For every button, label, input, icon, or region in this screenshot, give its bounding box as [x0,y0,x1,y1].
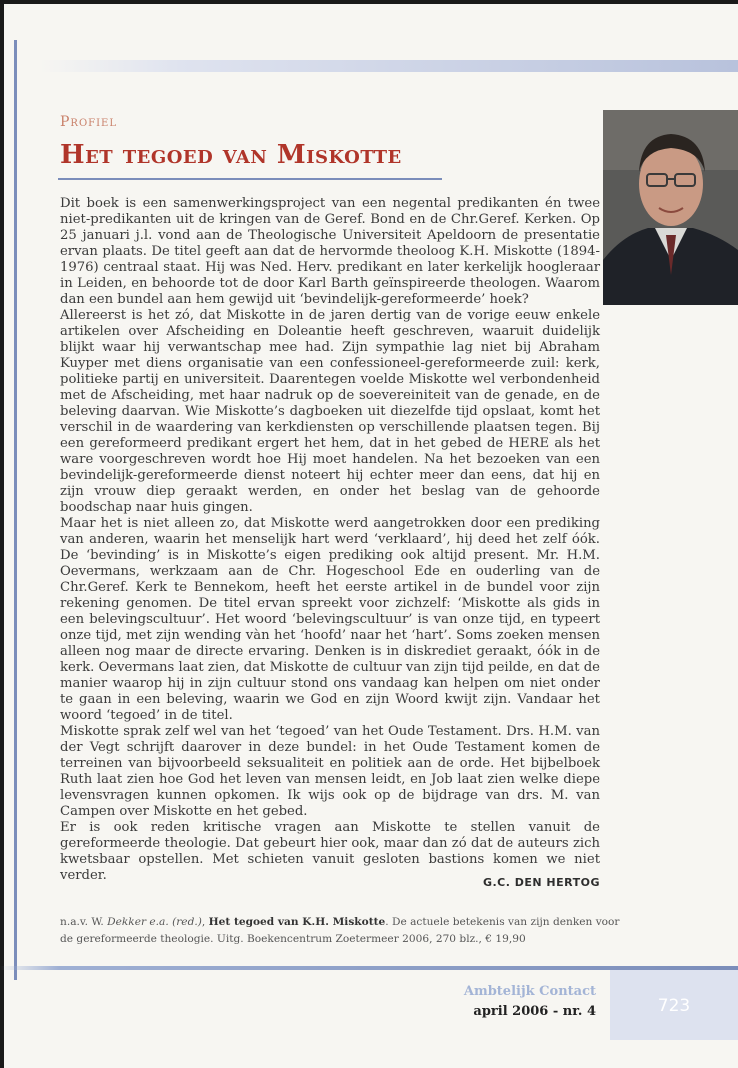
title-underline [58,178,442,180]
article-body [60,196,600,884]
footer-issue: april 2006 - nr. 4 [473,1004,596,1019]
page-title: Het tegoed van Miskotte [60,140,402,170]
scan-edge-top [0,0,738,4]
top-decorative-band [40,60,738,72]
article-paragraph: Maar het is niet alleen zo, dat Miskotte werd aangetrokken door een prediking van anderen, waarin het menselijk hart werd ‘verklaard’, hij deed het zelf óók. De ‘bevinding’ is in Miskotte’s eigen prediking ook altijd present. Mr. H.M. Oevermans, werkzaam aan de Chr. Hogeschool Ede en ouderling van de Chr.Geref. Kerk te Bennekom, heeft het eerste artikel in de bundel voor zijn rekening genomen. De titel ervan spreekt voor zichzelf: ‘Miskotte als gids in een belevingscultuur’. Het woord ‘belevingscultuur’ is van onze tijd, en typeert onze tijd, met zijn wending vàn het ‘hoofd’ naar het ‘hart’. Soms zoeken mensen alleen nog maar de directe ervaring. Denken is in diskrediet geraakt, óók in de kerk. Oevermans laat zien, dat Miskotte de cultuur van zijn tijd peilde, en dat de manier waarop hij in zijn cultuur stond ons vandaag kan helpen om niet onder te gaan in een beleving, waarin we God en zijn Woord kwijt zijn. Vandaar het woord ‘tegoed’ in de titel. [60,516,600,723]
reference-prefix: n.a.v. W. [60,916,108,928]
article-author: G.C. DEN HERTOG [482,876,600,889]
footer-magazine-name: Ambtelijk Contact [463,984,596,999]
article-paragraph: Er is ook reden kritische vragen aan Miskotte te stellen vanuit de gereformeerde theologie. Dat gebeurt hier ook, maar dan zó dat de auteurs zich kwetsbaar opstellen. Met schieten vanuit gesloten bastions komen we niet verder. [60,820,600,883]
page-number: 723 [657,996,691,1016]
article-paragraph: Dit boek is een samenwerkingsproject van een negental predikanten én twee niet-predikanten uit de kringen van de Geref. Bond en de Chr.Geref. Kerken. Op 25 januari j.l. vond aan de Theologische Universiteit Apeldoorn de presentatie ervan plaats. De titel geeft aan dat de hervormde theoloog K.H. Miskotte (1894-1976) centraal staat. Hij was Ned. Herv. predikant en later kerkelijk hoogleraar in Leiden, en behoorde tot de door Karl Barth geïnspireerde theologen. Waarom dan een bundel aan hem gewijd uit ‘bevindelijk-gereformeerde’ hoek? [60,196,600,307]
portrait-photo-icon [603,110,738,305]
book-reference [60,914,620,948]
left-margin-rule [14,40,17,980]
reference-editors: Dekker e.a. (red.) [107,916,202,928]
author-portrait-photo [603,110,738,305]
article-paragraph: Miskotte sprak zelf wel van het ‘tegoed’ van het Oude Testament. Drs. H.M. van der Vegt schrijft daarover in deze bundel: in het Oude Testament komen de terreinen van bijvoorbeeld seksualiteit en politiek aan de orde. Het bijbelboek Ruth laat zien hoe God het leven van mensen leidt, en Job laat zien welke diepe levensvragen kunnen opkomen. Ik wijs ook op de bijdrage van drs. M. van Campen over Miskotte en het gebed. [60,724,600,819]
reference-book-title: Het tegoed van K.H. Miskotte [208,916,386,928]
scan-edge-left [0,0,4,1068]
reference-separator: , [201,916,209,928]
article-paragraph: Allereerst is het zó, dat Miskotte in de jaren dertig van de vorige eeuw enkele artikelen over Afscheiding en Doleantie heeft geschreven, waaruit duidelijk blijkt waar hij verwantschap mee had. Zijn sympathie lag niet bij Abraham Kuyper met diens organisatie van een confessioneel-gereformeerde zuil: kerk, politieke partij en universiteit. Daarentegen voelde Miskotte wel verbondenheid met de Afscheiding, met haar nadruk op de soevereiniteit van de genade, en de beleving daarvan. Wie Miskotte’s dagboeken uit diezelfde tijd opslaat, komt het verschil in de waardering van kerkdiensten op verschillende plaatsen tegen. Bij een gereformeerd predikant ergert het hem, dat in het gebed de HERE als het ware voorgeschreven wordt hoe Hij moet handelen. Na het bezoeken van een bevindelijk-gereformeerde dienst noteert hij echter meer dan eens, dat hij en zijn vrouw diep geraakt werden, en onder het beslag van de gehoorde boodschap naar huis gingen. [60,308,600,515]
section-kicker: Profiel [60,114,117,130]
reference-details: . De actuele betekenis van zijn denken voor de gereformeerde theologie. Uitg. Boekencentrum Zoetermeer 2006, 270 blz., € 19,90 [60,916,620,945]
